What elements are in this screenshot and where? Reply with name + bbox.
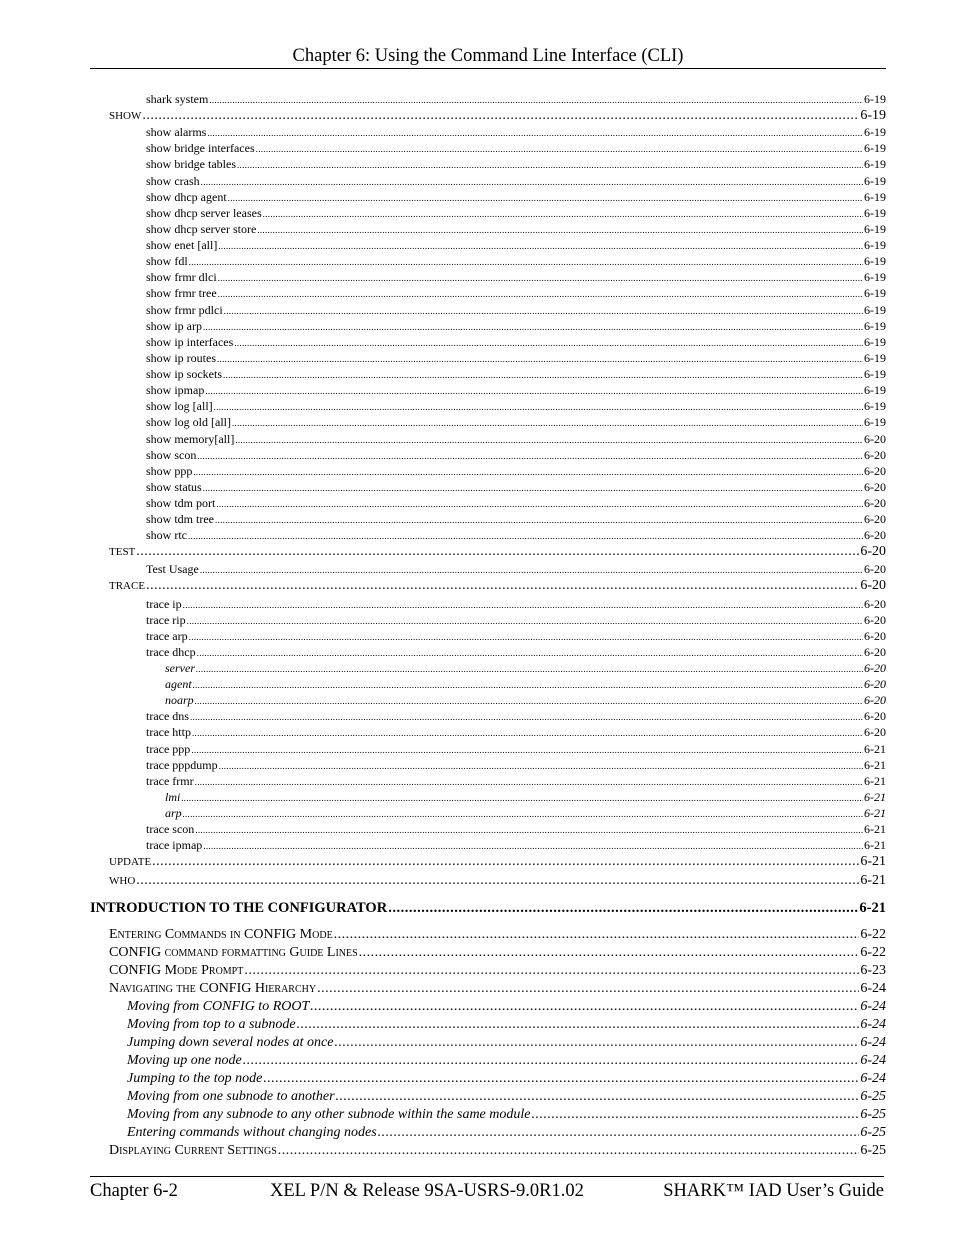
toc-entry[interactable] (146, 628, 886, 644)
toc-leader-dots (203, 837, 863, 854)
toc-entry-page: 6-24 (860, 1053, 886, 1068)
toc-entry[interactable] (109, 872, 886, 890)
toc-entry-page: 6-19 (864, 125, 886, 139)
toc-leader-dots (197, 644, 863, 661)
toc-leader-dots (223, 366, 863, 383)
toc-leader-dots (219, 757, 863, 774)
toc-entry-page: 6-20 (860, 544, 886, 559)
toc-entry-page: 6-20 (864, 448, 886, 462)
toc-entry[interactable] (127, 1052, 886, 1070)
toc-entry-title: agent (165, 677, 192, 691)
footer-guide-title: SHARK™ IAD User’s Guide (663, 1181, 884, 1201)
toc-entry-page: 6-24 (860, 1017, 886, 1032)
toc-entry[interactable] (146, 463, 886, 479)
toc-entry-title: trace http (146, 725, 191, 739)
toc-leader-dots (388, 898, 858, 918)
toc-entry-title: show frmr pdlci (146, 303, 223, 317)
toc-entry-page: 6-24 (860, 981, 886, 996)
toc-entry-title: TRACE (109, 580, 146, 592)
toc-entry[interactable] (165, 660, 886, 676)
toc-entry[interactable] (127, 1016, 886, 1034)
toc-entry-title: trace dns (146, 709, 189, 723)
toc-leader-dots (201, 173, 863, 190)
toc-entry-page: 6-25 (860, 1125, 886, 1140)
toc-entry-title: Jumping down several nodes at once (127, 1035, 334, 1050)
toc-entry-title: trace frmr (146, 774, 194, 788)
toc-entry[interactable] (127, 1106, 886, 1124)
toc-entry[interactable] (146, 366, 886, 382)
toc-entry-page: 6-25 (860, 1107, 886, 1122)
toc-entry-page: 6-21 (864, 774, 886, 788)
toc-entry-page: 6-19 (860, 108, 886, 123)
toc-leader-dots (152, 853, 859, 871)
toc-entry[interactable] (127, 1124, 886, 1142)
toc-entry-title: show ip interfaces (146, 335, 234, 349)
toc-leader-dots (192, 724, 863, 741)
toc-leader-dots (209, 91, 863, 108)
toc-entry[interactable] (165, 676, 886, 692)
toc-entry-page: 6-21 (864, 822, 886, 836)
toc-entry-title: show bridge interfaces (146, 141, 255, 155)
toc-entry[interactable] (165, 692, 886, 708)
toc-entry-page: 6-19 (864, 415, 886, 429)
toc-entry-title: trace scon (146, 822, 195, 836)
toc-entry-page: 6-19 (864, 383, 886, 397)
toc-leader-dots (224, 302, 863, 319)
toc-leader-dots (193, 463, 863, 480)
toc-leader-dots (187, 612, 863, 629)
toc-entry[interactable] (146, 479, 886, 495)
toc-entry[interactable] (127, 1088, 886, 1106)
toc-entry[interactable] (146, 414, 886, 430)
toc-entry-title: shark system (146, 92, 209, 106)
toc-leader-dots (297, 1016, 860, 1034)
toc-entry-title: show tdm port (146, 496, 216, 510)
toc-entry[interactable] (146, 596, 886, 612)
toc-leader-dots (244, 962, 859, 980)
toc-entry-page: 6-21 (859, 900, 886, 916)
toc-entry-title: show frmr dlci (146, 270, 217, 284)
toc-entry[interactable] (146, 527, 886, 543)
toc-entry-title: show bridge tables (146, 157, 236, 171)
toc-entry-title: Displaying Current Settings (109, 1143, 277, 1158)
toc-entry[interactable] (146, 561, 886, 577)
toc-entry[interactable] (146, 773, 886, 789)
toc-leader-dots (181, 789, 863, 806)
toc-entry-page: 6-20 (864, 677, 886, 691)
toc-entry[interactable] (146, 741, 886, 757)
toc-leader-dots (183, 805, 863, 822)
toc-leader-dots (195, 692, 863, 709)
toc-leader-dots (136, 872, 859, 890)
toc-entry-title: trace ppp (146, 742, 191, 756)
toc-entry-page: 6-19 (864, 286, 886, 300)
toc-entry-page: 6-19 (864, 238, 886, 252)
toc-leader-dots (334, 1034, 859, 1052)
toc-leader-dots (257, 221, 863, 238)
toc-entry[interactable] (146, 318, 886, 334)
toc-entry[interactable] (146, 382, 886, 398)
toc-entry[interactable] (146, 221, 886, 237)
toc-entry-title: show enet [all] (146, 238, 218, 252)
toc-entry[interactable] (109, 107, 886, 125)
toc-entry[interactable] (146, 511, 886, 527)
toc-entry[interactable] (146, 821, 886, 837)
toc-entry-title: show dhcp agent (146, 190, 227, 204)
toc-entry-title: Moving up one node (127, 1053, 242, 1068)
toc-entry[interactable] (146, 757, 886, 773)
toc-entry-title: trace ipmap (146, 838, 203, 852)
toc-entry-page: 6-19 (864, 206, 886, 220)
toc-entry-title: show fdl (146, 254, 188, 268)
toc-entry-title: Jumping to the top node (127, 1071, 263, 1086)
toc-entry-title: show tdm tree (146, 512, 214, 526)
toc-leader-dots (217, 350, 863, 367)
toc-leader-dots (310, 998, 859, 1016)
toc-leader-dots (235, 431, 863, 448)
toc-leader-dots (146, 577, 859, 595)
toc-entry-page: 6-20 (864, 693, 886, 707)
toc-leader-dots (136, 543, 859, 561)
toc-entry[interactable] (146, 140, 886, 156)
toc-leader-dots (218, 269, 863, 286)
toc-entry[interactable] (109, 853, 886, 871)
toc-entry-title: SHOW (109, 110, 142, 122)
toc-leader-dots (196, 660, 863, 677)
toc-entry-page: 6-21 (860, 854, 886, 869)
toc-entry-page: 6-19 (864, 157, 886, 171)
toc-entry-title: WHO (109, 875, 136, 887)
toc-entry-title: trace dhcp (146, 645, 196, 659)
toc-entry-page: 6-19 (864, 399, 886, 413)
toc-entry-title: show rtc (146, 528, 187, 542)
toc-entry[interactable] (146, 708, 886, 724)
toc-entry[interactable] (146, 124, 886, 140)
toc-entry[interactable] (146, 173, 886, 189)
footer-release: XEL P/N & Release 9SA-USRS-9.0R1.02 (270, 1181, 584, 1201)
toc-entry-title: show crash (146, 174, 200, 188)
toc-leader-dots (200, 561, 863, 578)
toc-entry-title: show log [all] (146, 399, 213, 413)
toc-entry-page: 6-20 (864, 562, 886, 576)
toc-entry-title: show log old [all] (146, 415, 231, 429)
toc-leader-dots (278, 1142, 860, 1160)
toc-entry-title: Test Usage (146, 562, 199, 576)
toc-entry-page: 6-21 (864, 806, 886, 820)
toc-entry-page: 6-21 (864, 790, 886, 804)
page-header (90, 44, 886, 69)
page-header-title: Chapter 6: Using the Command Line Interface (CLI) (292, 46, 684, 66)
toc-entry-title: show frmr tree (146, 286, 217, 300)
toc-entry-title: INTRODUCTION TO THE CONFIGURATOR (90, 900, 388, 916)
toc-entry-page: 6-20 (864, 709, 886, 723)
toc-entry[interactable] (146, 431, 886, 447)
toc-entry[interactable] (146, 237, 886, 253)
toc-leader-dots (378, 1124, 860, 1142)
toc-entry-title: show ipmap (146, 383, 205, 397)
toc-leader-dots (197, 447, 863, 464)
toc-entry-title: Moving from one subnode to another (127, 1089, 335, 1104)
toc-entry-title: UPDATE (109, 856, 152, 868)
toc-leader-dots (317, 980, 859, 998)
toc-entry-page: 6-21 (864, 838, 886, 852)
toc-entry-page: 6-25 (860, 1089, 886, 1104)
toc-entry[interactable] (146, 302, 886, 318)
toc-entry-page: 6-20 (864, 725, 886, 739)
toc-entry-page: 6-19 (864, 190, 886, 204)
toc-entry-title: show alarms (146, 125, 207, 139)
toc-entry-page: 6-24 (860, 999, 886, 1014)
toc-entry[interactable] (109, 1142, 886, 1160)
toc-entry-title: Moving from CONFIG to ROOT (127, 999, 310, 1014)
toc-entry[interactable] (127, 1034, 886, 1052)
toc-entry-page: 6-20 (860, 578, 886, 593)
toc-entry-page: 6-20 (864, 629, 886, 643)
toc-entry-page: 6-20 (864, 432, 886, 446)
toc-leader-dots (214, 398, 863, 415)
toc-entry-title: show ip sockets (146, 367, 222, 381)
toc-entry[interactable] (146, 91, 886, 107)
footer-chapter: Chapter 6-2 (90, 1181, 178, 1201)
toc-entry-page: 6-19 (864, 351, 886, 365)
toc-leader-dots (193, 676, 863, 693)
toc-entry[interactable] (146, 156, 886, 172)
toc-entry[interactable] (127, 998, 886, 1016)
toc-leader-dots (203, 479, 863, 496)
toc-entry-page: 6-22 (860, 945, 886, 960)
toc-entry[interactable] (109, 577, 886, 595)
toc-leader-dots (205, 382, 863, 399)
toc-entry-title: show status (146, 480, 202, 494)
toc-entry-title: Navigating the CONFIG Hierarchy (109, 981, 317, 996)
toc-entry-title: trace pppdump (146, 758, 218, 772)
toc-entry-title: Entering commands without changing nodes (127, 1125, 377, 1140)
toc-entry-page: 6-20 (864, 613, 886, 627)
toc-leader-dots (218, 237, 863, 254)
toc-entry-title: Moving from top to a subnode (127, 1017, 296, 1032)
toc-entry[interactable] (109, 980, 886, 998)
toc-entry-title: show scon (146, 448, 197, 462)
toc-entry-page: 6-20 (864, 464, 886, 478)
toc-entry-title: server (165, 661, 195, 675)
toc-leader-dots (188, 527, 863, 544)
toc-entry-title: show ppp (146, 464, 193, 478)
toc-entry-page: 6-20 (864, 528, 886, 542)
toc-entry[interactable] (109, 926, 886, 944)
toc-leader-dots (203, 318, 863, 335)
toc-entry-title: CONFIG command formatting Guide Lines (109, 945, 358, 960)
toc-entry-page: 6-20 (864, 512, 886, 526)
toc-leader-dots (263, 1070, 859, 1088)
toc-entry-page: 6-19 (864, 319, 886, 333)
toc-leader-dots (256, 140, 863, 157)
toc-entry[interactable] (146, 350, 886, 366)
toc-entry[interactable] (146, 269, 886, 285)
toc-leader-dots (195, 773, 863, 790)
toc-entry[interactable] (109, 543, 886, 561)
toc-entry-page: 6-19 (864, 92, 886, 106)
toc-entry-page: 6-21 (864, 742, 886, 756)
toc-entry[interactable] (146, 837, 886, 853)
toc-entry-page: 6-19 (864, 367, 886, 381)
toc-entry-title: trace ip (146, 597, 182, 611)
toc-entry[interactable] (146, 205, 886, 221)
toc-leader-dots (215, 511, 863, 528)
toc-entry-title: trace rip (146, 613, 186, 627)
toc-entry-page: 6-22 (860, 927, 886, 942)
toc-entry[interactable] (146, 495, 886, 511)
toc-leader-dots (232, 414, 863, 431)
toc-leader-dots (237, 156, 863, 173)
toc-entry-title: TEST (109, 546, 136, 558)
toc-entry-page: 6-20 (864, 496, 886, 510)
toc-entry-page: 6-24 (860, 1035, 886, 1050)
toc-leader-dots (359, 944, 860, 962)
toc-entry-page: 6-21 (860, 873, 886, 888)
toc-entry[interactable] (146, 253, 886, 269)
toc-entry-title: lmi (165, 790, 181, 804)
toc-entry-page: 6-19 (864, 174, 886, 188)
toc-entry[interactable] (146, 644, 886, 660)
toc-entry[interactable] (146, 189, 886, 205)
toc-entry-page: 6-19 (864, 254, 886, 268)
toc-entry-page: 6-20 (864, 597, 886, 611)
toc-entry[interactable] (109, 944, 886, 962)
toc-entry[interactable] (146, 612, 886, 628)
toc-leader-dots (207, 124, 863, 141)
toc-entry-page: 6-19 (864, 270, 886, 284)
toc-entry[interactable] (165, 789, 886, 805)
toc-entry-title: show dhcp server leases (146, 206, 262, 220)
toc-leader-dots (183, 596, 863, 613)
toc-entry-page: 6-19 (864, 303, 886, 317)
toc-entry[interactable] (109, 962, 886, 980)
toc-entry-title: Entering Commands in CONFIG Mode (109, 927, 333, 942)
toc-leader-dots (334, 926, 860, 944)
toc-entry[interactable] (127, 1070, 886, 1088)
toc-entry-title: show memory[all] (146, 432, 235, 446)
toc-entry-title: noarp (165, 693, 194, 707)
toc-entry-title: Moving from any subnode to any other subnode within the same module (127, 1107, 531, 1122)
toc-entry[interactable] (146, 447, 886, 463)
toc-entry-page: 6-25 (860, 1143, 886, 1158)
toc-entry-title: show ip arp (146, 319, 202, 333)
toc-leader-dots (263, 205, 863, 222)
toc-entry[interactable] (146, 285, 886, 301)
toc-leader-dots (336, 1088, 860, 1106)
toc-leader-dots (234, 334, 863, 351)
toc-entry-page: 6-20 (864, 645, 886, 659)
page-footer (90, 1176, 884, 1217)
toc-leader-dots (228, 189, 863, 206)
toc-entry-page: 6-19 (864, 222, 886, 236)
toc-entry-title: trace arp (146, 629, 188, 643)
toc-entry-title: show ip routes (146, 351, 216, 365)
toc-entry-page: 6-20 (864, 661, 886, 675)
toc-leader-dots (243, 1052, 860, 1070)
toc-leader-dots (216, 495, 863, 512)
toc-entry-page: 6-23 (860, 963, 886, 978)
toc-entry[interactable] (165, 805, 886, 821)
toc-entry[interactable] (146, 334, 886, 350)
toc-leader-dots (191, 741, 863, 758)
toc-leader-dots (218, 285, 863, 302)
toc-entry[interactable] (146, 724, 886, 740)
toc-leader-dots (142, 107, 859, 125)
toc-entry-title: CONFIG Mode Prompt (109, 963, 244, 978)
toc-entry-page: 6-21 (864, 758, 886, 772)
toc-leader-dots (531, 1106, 859, 1124)
toc-entry-title: arp (165, 806, 182, 820)
toc-entry-page: 6-19 (864, 335, 886, 349)
toc-entry[interactable] (90, 898, 886, 918)
toc-entry[interactable] (146, 398, 886, 414)
toc-entry-page: 6-20 (864, 480, 886, 494)
toc-leader-dots (190, 708, 863, 725)
toc-entry-page: 6-19 (864, 141, 886, 155)
toc-entry-page: 6-24 (860, 1071, 886, 1086)
toc-entry-title: show dhcp server store (146, 222, 257, 236)
toc-leader-dots (189, 628, 863, 645)
toc-leader-dots (195, 821, 863, 838)
toc-leader-dots (189, 253, 863, 270)
